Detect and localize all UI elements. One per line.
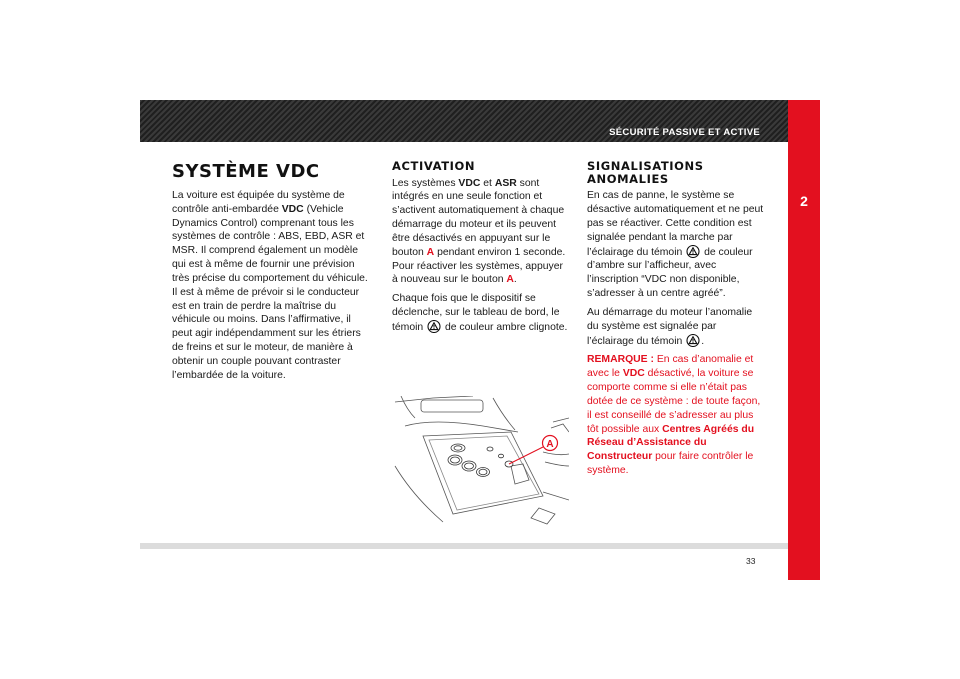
text-run: . (701, 335, 705, 347)
chapter-number: 2 (800, 193, 808, 209)
text-run: En cas de panne, le système se désactive automatiquement et ne peut pas se réactiver. Cette condition est signalée pendant la marche par l’éclairage du témoin (587, 190, 764, 258)
column-anomalies (587, 160, 764, 483)
text-run: Chaque fois que le dispositif se déclenche, sur le tableau de bord, le témoin (392, 293, 560, 333)
column-activation (392, 160, 568, 340)
heading-activation: ACTIVATION (392, 159, 476, 173)
vdc-warning-icon (686, 334, 700, 347)
text-run: Les systèmes (392, 177, 459, 189)
text-run: En cas d’anomalie et avec le (587, 354, 754, 380)
button-a-ref: A (426, 246, 435, 258)
text-run: désactivé, la voiture se comporte comme si elle n’était pas dotée de ce système : de toute façon, il est conseillé de s’adresser au plus tôt possible aux (587, 368, 761, 435)
text-run-bold: ASR (494, 177, 517, 189)
column-vdc-system (172, 160, 370, 388)
chapter-tab (788, 100, 820, 580)
section-title: SÉCURITÉ PASSIVE ET ACTIVE (609, 127, 760, 138)
vdc-warning-icon (686, 245, 700, 258)
text-run: . (513, 274, 517, 286)
text-run: de couleur d’ambre sur l’afficheur, avec l’inscription “VDC non disponible, s’adresser à un centre agréé”. (587, 246, 753, 300)
text-run: pendant environ 1 seconde. Pour réactiver les systèmes, appuyer à nouveau sur le bouton (392, 246, 566, 286)
paragraph-note (587, 353, 764, 477)
console-illustration (393, 396, 569, 528)
page-number: 33 (746, 556, 756, 566)
heading-anomalies (587, 160, 764, 185)
paragraph-activation (392, 177, 568, 288)
text-run: de couleur ambre clignote. (442, 321, 568, 333)
text-run-bold: VDC (281, 203, 304, 215)
paragraph-failure (587, 189, 764, 301)
heading-vdc-system: SYSTÈME VDC (172, 161, 320, 182)
note-label: REMARQUE : (587, 354, 654, 366)
text-run-bold: VDC (458, 177, 481, 189)
figure-callout-a: A (546, 439, 554, 450)
paragraph-indicator (392, 292, 568, 334)
paragraph-startup (587, 306, 764, 348)
heading-line: ANOMALIES (587, 171, 669, 186)
header-band (140, 100, 788, 142)
text-run-bold: VDC (622, 368, 645, 380)
text-run: Au démarrage du moteur l’anomalie du système est signalée par l’éclairage du témoin (587, 306, 753, 347)
heading-line: SIGNALISATIONS (587, 159, 704, 173)
text-run: La voiture est équipée du système de contrôle anti-embardée (172, 189, 345, 215)
button-a-ref: A (506, 274, 514, 286)
text-run: sont intégrés en une seule fonction et s’activent automatiquement à chaque démarrage du moteur et ils peuvent être désactivés en appuyant sur le bouton (392, 177, 565, 258)
text-run: et (480, 177, 495, 189)
text-run-bold: Centres Agréés du Réseau d’Assistance du Constructeur (587, 423, 755, 463)
footer-band (140, 543, 788, 549)
paragraph-vdc-description (172, 189, 370, 383)
vdc-warning-icon (427, 320, 441, 333)
text-run: pour faire contrôler le système. (587, 451, 754, 477)
console-drawing (393, 396, 569, 528)
text-run: (Vehicle Dynamics Control) comprenant tous les systèmes de contrôle : ABS, EBD, ASR et MSR. Il comprend également un modèle qui est à même de fournir une prévision très précise du comportement du véhicule. Il est à même de prévoir si le conducteur est en train de perdre la maîtrise du véhicule ou moins. Dans l’affirmative, il peut agir indépendamment sur les étriers de freins et sur le moteur, de manière à obtenir un couple pouvant contraster l’embardée de la voiture. (172, 203, 368, 381)
